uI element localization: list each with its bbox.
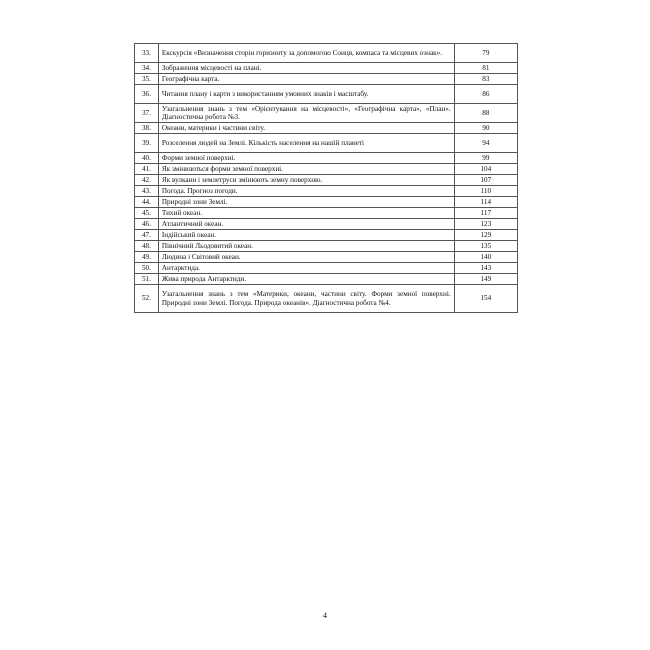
lesson-title: Природні зони Землі. [158,197,454,208]
lesson-title: Океани, материки і частини світу. [158,123,454,134]
lesson-title: Розселення людей на Землі. Кількість населення на нашій планеті [158,134,454,153]
lesson-number: 36. [135,85,159,104]
lesson-title: Екскурсія «Визначення сторін горизонту за допомогою Сонця, компаса та місцевих ознак». [158,44,454,63]
lesson-title: Жива природа Антарктиди. [158,274,454,285]
lesson-page: 123 [454,219,517,230]
lesson-page: 88 [454,104,517,123]
lesson-number: 49. [135,252,159,263]
lesson-title: Індійський океан. [158,230,454,241]
table-row [135,175,518,186]
lesson-number: 50. [135,263,159,274]
lesson-number: 46. [135,219,159,230]
table-row [135,85,518,104]
lesson-page: 107 [454,175,517,186]
lesson-page: 99 [454,153,517,164]
lesson-page: 110 [454,186,517,197]
lesson-page: 90 [454,123,517,134]
lesson-title: Форми земної поверхні. [158,153,454,164]
lesson-number: 45. [135,208,159,219]
table-row [135,153,518,164]
lesson-number: 47. [135,230,159,241]
table-row [135,230,518,241]
lesson-page: 117 [454,208,517,219]
lesson-number: 41. [135,164,159,175]
table-row [135,197,518,208]
table-row [135,252,518,263]
table-row [135,263,518,274]
lesson-number: 34. [135,63,159,74]
table-row [135,164,518,175]
lesson-title: Погода. Прогноз погоди. [158,186,454,197]
table-row [135,63,518,74]
table-row [135,74,518,85]
lesson-page: 154 [454,285,517,313]
lesson-number: 51. [135,274,159,285]
lesson-title: Тихий океан. [158,208,454,219]
lesson-title: Географічна карта. [158,74,454,85]
lesson-page: 86 [454,85,517,104]
lesson-number: 48. [135,241,159,252]
lesson-page: 94 [454,134,517,153]
table-row [135,274,518,285]
lesson-number: 43. [135,186,159,197]
table-row [135,134,518,153]
lesson-page: 79 [454,44,517,63]
lesson-number: 35. [135,74,159,85]
lesson-title: Читання плану і карти з використанням умовних знаків і масштабу. [158,85,454,104]
lesson-page: 81 [454,63,517,74]
table-row [135,285,518,313]
lesson-number: 39. [135,134,159,153]
lesson-title: Атлантичний океан. [158,219,454,230]
lesson-page: 135 [454,241,517,252]
table-row [135,44,518,63]
lesson-page: 143 [454,263,517,274]
lesson-number: 40. [135,153,159,164]
lesson-title: Північний Льодовитий океан. [158,241,454,252]
lesson-number: 37. [135,104,159,123]
contents-table-body [135,44,518,313]
table-row [135,219,518,230]
lesson-title: Зображення місцевості на плані. [158,63,454,74]
table-row [135,208,518,219]
lesson-number: 52. [135,285,159,313]
lesson-title: Узагальнення знань з тем «Материки, океани, частини світу. Форми земної поверхні. Природні зони Землі. Погода. Природа океанів». Діагностична робота №4. [158,285,454,313]
lesson-page: 140 [454,252,517,263]
lesson-page: 114 [454,197,517,208]
lesson-title: Узагальнення знань з тем «Орієнтування на місцевості», «Географічна карта», «План». Діагностична робота №3. [158,104,454,123]
lesson-title: Як змінюються форми земної поверхні. [158,164,454,175]
lesson-page: 83 [454,74,517,85]
lesson-title: Як вулкани і землетруси змінюють земну поверхню. [158,175,454,186]
lesson-number: 33. [135,44,159,63]
table-row [135,241,518,252]
lesson-number: 38. [135,123,159,134]
lesson-number: 42. [135,175,159,186]
lesson-number: 44. [135,197,159,208]
table-row [135,186,518,197]
lesson-page: 149 [454,274,517,285]
contents-table [134,43,518,313]
page-number: 4 [323,611,327,620]
table-row [135,104,518,123]
lesson-page: 104 [454,164,517,175]
table-row [135,123,518,134]
lesson-title: Людина і Світовий океан. [158,252,454,263]
lesson-page: 129 [454,230,517,241]
lesson-title: Антарктида. [158,263,454,274]
